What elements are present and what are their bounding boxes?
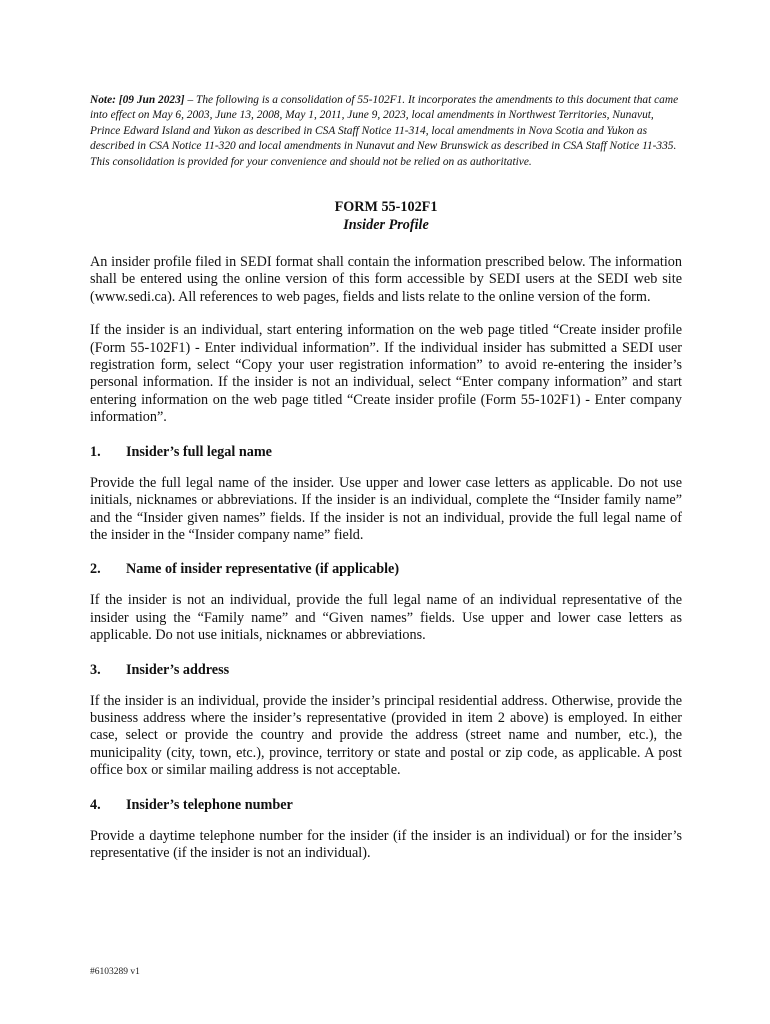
section-heading bbox=[90, 443, 682, 461]
intro-paragraph: If the insider is an individual, start entering information on the web page titled “Create insider profile (Form 55-102F1) - Enter individual information”. If the individual insider has submitted a SEDI user registration form, select “Copy your user registration information” to avoid re-entering the insider’s personal information. If the insider is not an individual, select “Enter company information” and start entering information on the web page titled “Create insider profile (Form 55-102F1) - Enter company information”. bbox=[90, 322, 682, 426]
section-number: 4. bbox=[90, 796, 101, 813]
section-title: Insider’s telephone number bbox=[126, 796, 293, 813]
note-dash: – bbox=[184, 94, 196, 106]
note-text: The following is a consolidation of 55-102F1. It incorporates the amendments to this document that came into effect on May 6, 2003, June 13, 2008, May 1, 2011, June 9, 2023, local amendments in Northwest Territories, Nunavut, Prince Edward Island and Yukon as described in CSA Staff Notice 11-314, local amendments in Nova Scotia and Yukon as described in CSA Notice 11-320 and local amendments in Nunavut and New Brunswick as described in CSA Staff Notice 11-335. This consolidation is provided for your convenience and should not be relied on as authoritative. bbox=[90, 94, 679, 168]
section-body: Provide the full legal name of the insider. Use upper and lower case letters as applicable. Do not use initials, nicknames or abbreviations. If the insider is an individual, complete the “Insider family name” and the “Insider given names” fields. If the insider is not an individual, provide the full legal name of the insider in the “Insider company name” field. bbox=[90, 474, 682, 543]
document-page bbox=[90, 93, 682, 878]
section-body: If the insider is an individual, provide the insider’s principal residential address. Otherwise, provide the business address where the insider’s representative (provided in item 2 above) is employed. In either case, select or provide the country and provide the address (street name and number, etc.), the municipality (city, town, etc.), province, territory or state and postal or zip code, as applicable. A post office box or similar mailing address is not acceptable. bbox=[90, 692, 682, 779]
section-heading bbox=[90, 560, 682, 578]
form-subtitle: Insider Profile bbox=[343, 217, 429, 234]
section-number: 2. bbox=[90, 561, 101, 578]
document-id: #6103289 v1 bbox=[90, 967, 140, 977]
section-body: If the insider is not an individual, provide the full legal name of an individual representative of the insider using the “Family name” and “Given names” fields. Use upper and lower case letters as applicable. Do not use initials, nicknames or abbreviations. bbox=[90, 592, 682, 644]
section-heading bbox=[90, 796, 682, 814]
form-heading bbox=[90, 198, 682, 234]
note-date-lead: Note: [09 Jun 2023] bbox=[90, 94, 185, 106]
section-number: 3. bbox=[90, 661, 101, 678]
section-body: Provide a daytime telephone number for the insider (if the insider is an individual) or for the insider’s representative (if the insider is not an individual). bbox=[90, 827, 682, 861]
section-number: 1. bbox=[90, 443, 101, 460]
intro-paragraph: An insider profile filed in SEDI format shall contain the information prescribed below. The information shall be entered using the online version of this form accessible by SEDI users at the SEDI web site (www.sedi.ca). All references to web pages, fields and lists relate to the online version of the form. bbox=[90, 254, 682, 305]
form-title: FORM 55-102F1 bbox=[334, 199, 438, 216]
section-title: Insider’s address bbox=[126, 661, 230, 678]
section-heading bbox=[90, 661, 682, 679]
consolidation-note bbox=[90, 93, 682, 170]
section-title: Insider’s full legal name bbox=[126, 443, 272, 460]
section-title: Name of insider representative (if applicable) bbox=[126, 561, 400, 578]
